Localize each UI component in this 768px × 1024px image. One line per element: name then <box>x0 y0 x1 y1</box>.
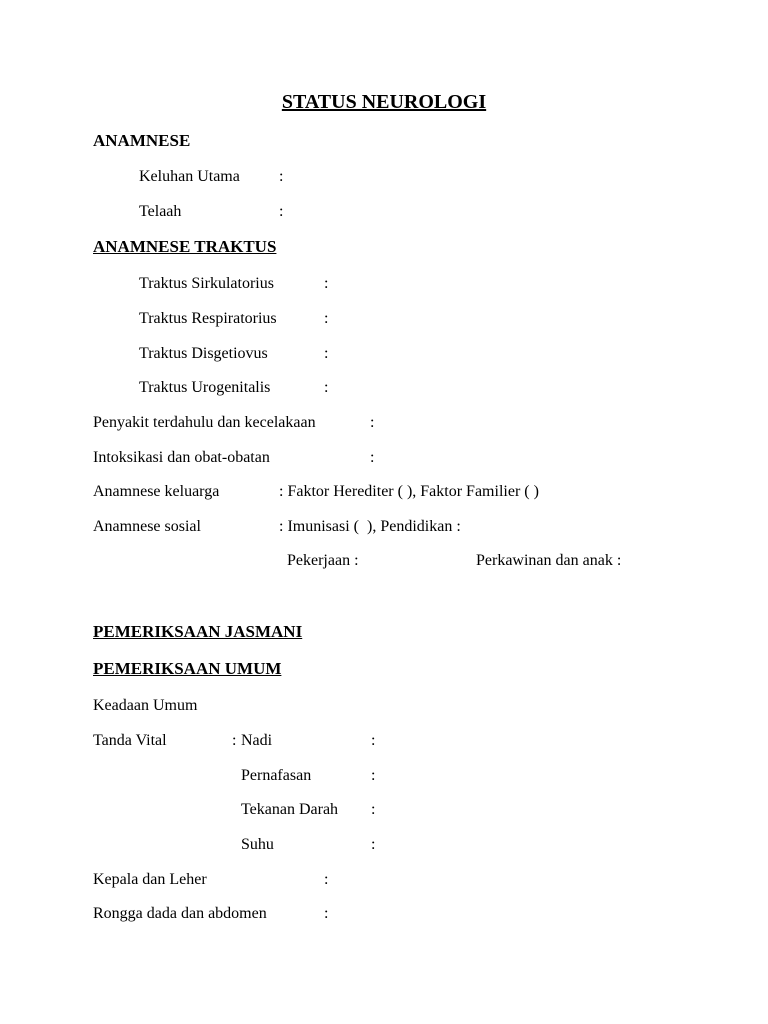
tanda-vital-label: Tanda Vital <box>93 732 167 749</box>
traktus-sirkulatorius-label: Traktus Sirkulatorius <box>139 275 274 292</box>
traktus-disgetiovus-colon: : <box>324 345 329 362</box>
pernafasan-colon: : <box>371 767 376 784</box>
keluhan-utama-label: Keluhan Utama <box>139 168 240 185</box>
anamnese-heading: ANAMNESE <box>93 131 191 150</box>
document-title: STATUS NEUROLOGI <box>281 91 487 113</box>
keadaan-umum-label: Keadaan Umum <box>93 697 198 714</box>
pekerjaan-label: Pekerjaan : <box>287 552 359 569</box>
keluhan-utama-colon: : <box>279 168 284 185</box>
intoksikasi-label: Intoksikasi dan obat-obatan <box>93 449 270 466</box>
tekanan-darah-colon: : <box>371 801 376 818</box>
pernafasan-label: Pernafasan <box>241 767 312 784</box>
telaah-colon: : <box>279 203 284 220</box>
suhu-label: Suhu <box>241 836 274 853</box>
anamnese-traktus-heading: ANAMNESE TRAKTUS <box>93 237 277 256</box>
rongga-dada-colon: : <box>324 905 329 922</box>
anamnese-keluarga-label: Anamnese keluarga <box>93 483 220 500</box>
traktus-sirkulatorius-colon: : <box>324 275 329 292</box>
nadi-prefix: : <box>232 732 241 749</box>
perkawinan-label: Perkawinan dan anak : <box>476 552 622 569</box>
pemeriksaan-umum-heading: PEMERIKSAAN UMUM <box>93 659 282 678</box>
traktus-respiratorius-label: Traktus Respiratorius <box>139 310 277 327</box>
nadi-colon: : <box>371 732 376 749</box>
nadi-label: Nadi <box>241 732 273 749</box>
kepala-leher-colon: : <box>324 871 329 888</box>
traktus-urogenitalis-colon: : <box>324 379 329 396</box>
suhu-colon: : <box>371 836 376 853</box>
rongga-dada-label: Rongga dada dan abdomen <box>93 905 267 922</box>
penyakit-terdahulu-label: Penyakit terdahulu dan kecelakaan <box>93 414 316 431</box>
traktus-respiratorius-colon: : <box>324 310 329 327</box>
anamnese-sosial-value: : Imunisasi ( ), Pendidikan : <box>279 518 461 535</box>
traktus-urogenitalis-label: Traktus Urogenitalis <box>139 379 271 396</box>
tekanan-darah-label: Tekanan Darah <box>241 801 339 818</box>
anamnese-sosial-label: Anamnese sosial <box>93 518 201 535</box>
traktus-disgetiovus-label: Traktus Disgetiovus <box>139 345 268 362</box>
kepala-leher-label: Kepala dan Leher <box>93 871 207 888</box>
telaah-label: Telaah <box>139 203 182 220</box>
anamnese-keluarga-value: : Faktor Herediter ( ), Faktor Familier ( ) <box>279 483 539 500</box>
penyakit-terdahulu-colon: : <box>370 414 375 431</box>
pemeriksaan-jasmani-heading: PEMERIKSAAN JASMANI <box>93 622 303 641</box>
intoksikasi-colon: : <box>370 449 375 466</box>
